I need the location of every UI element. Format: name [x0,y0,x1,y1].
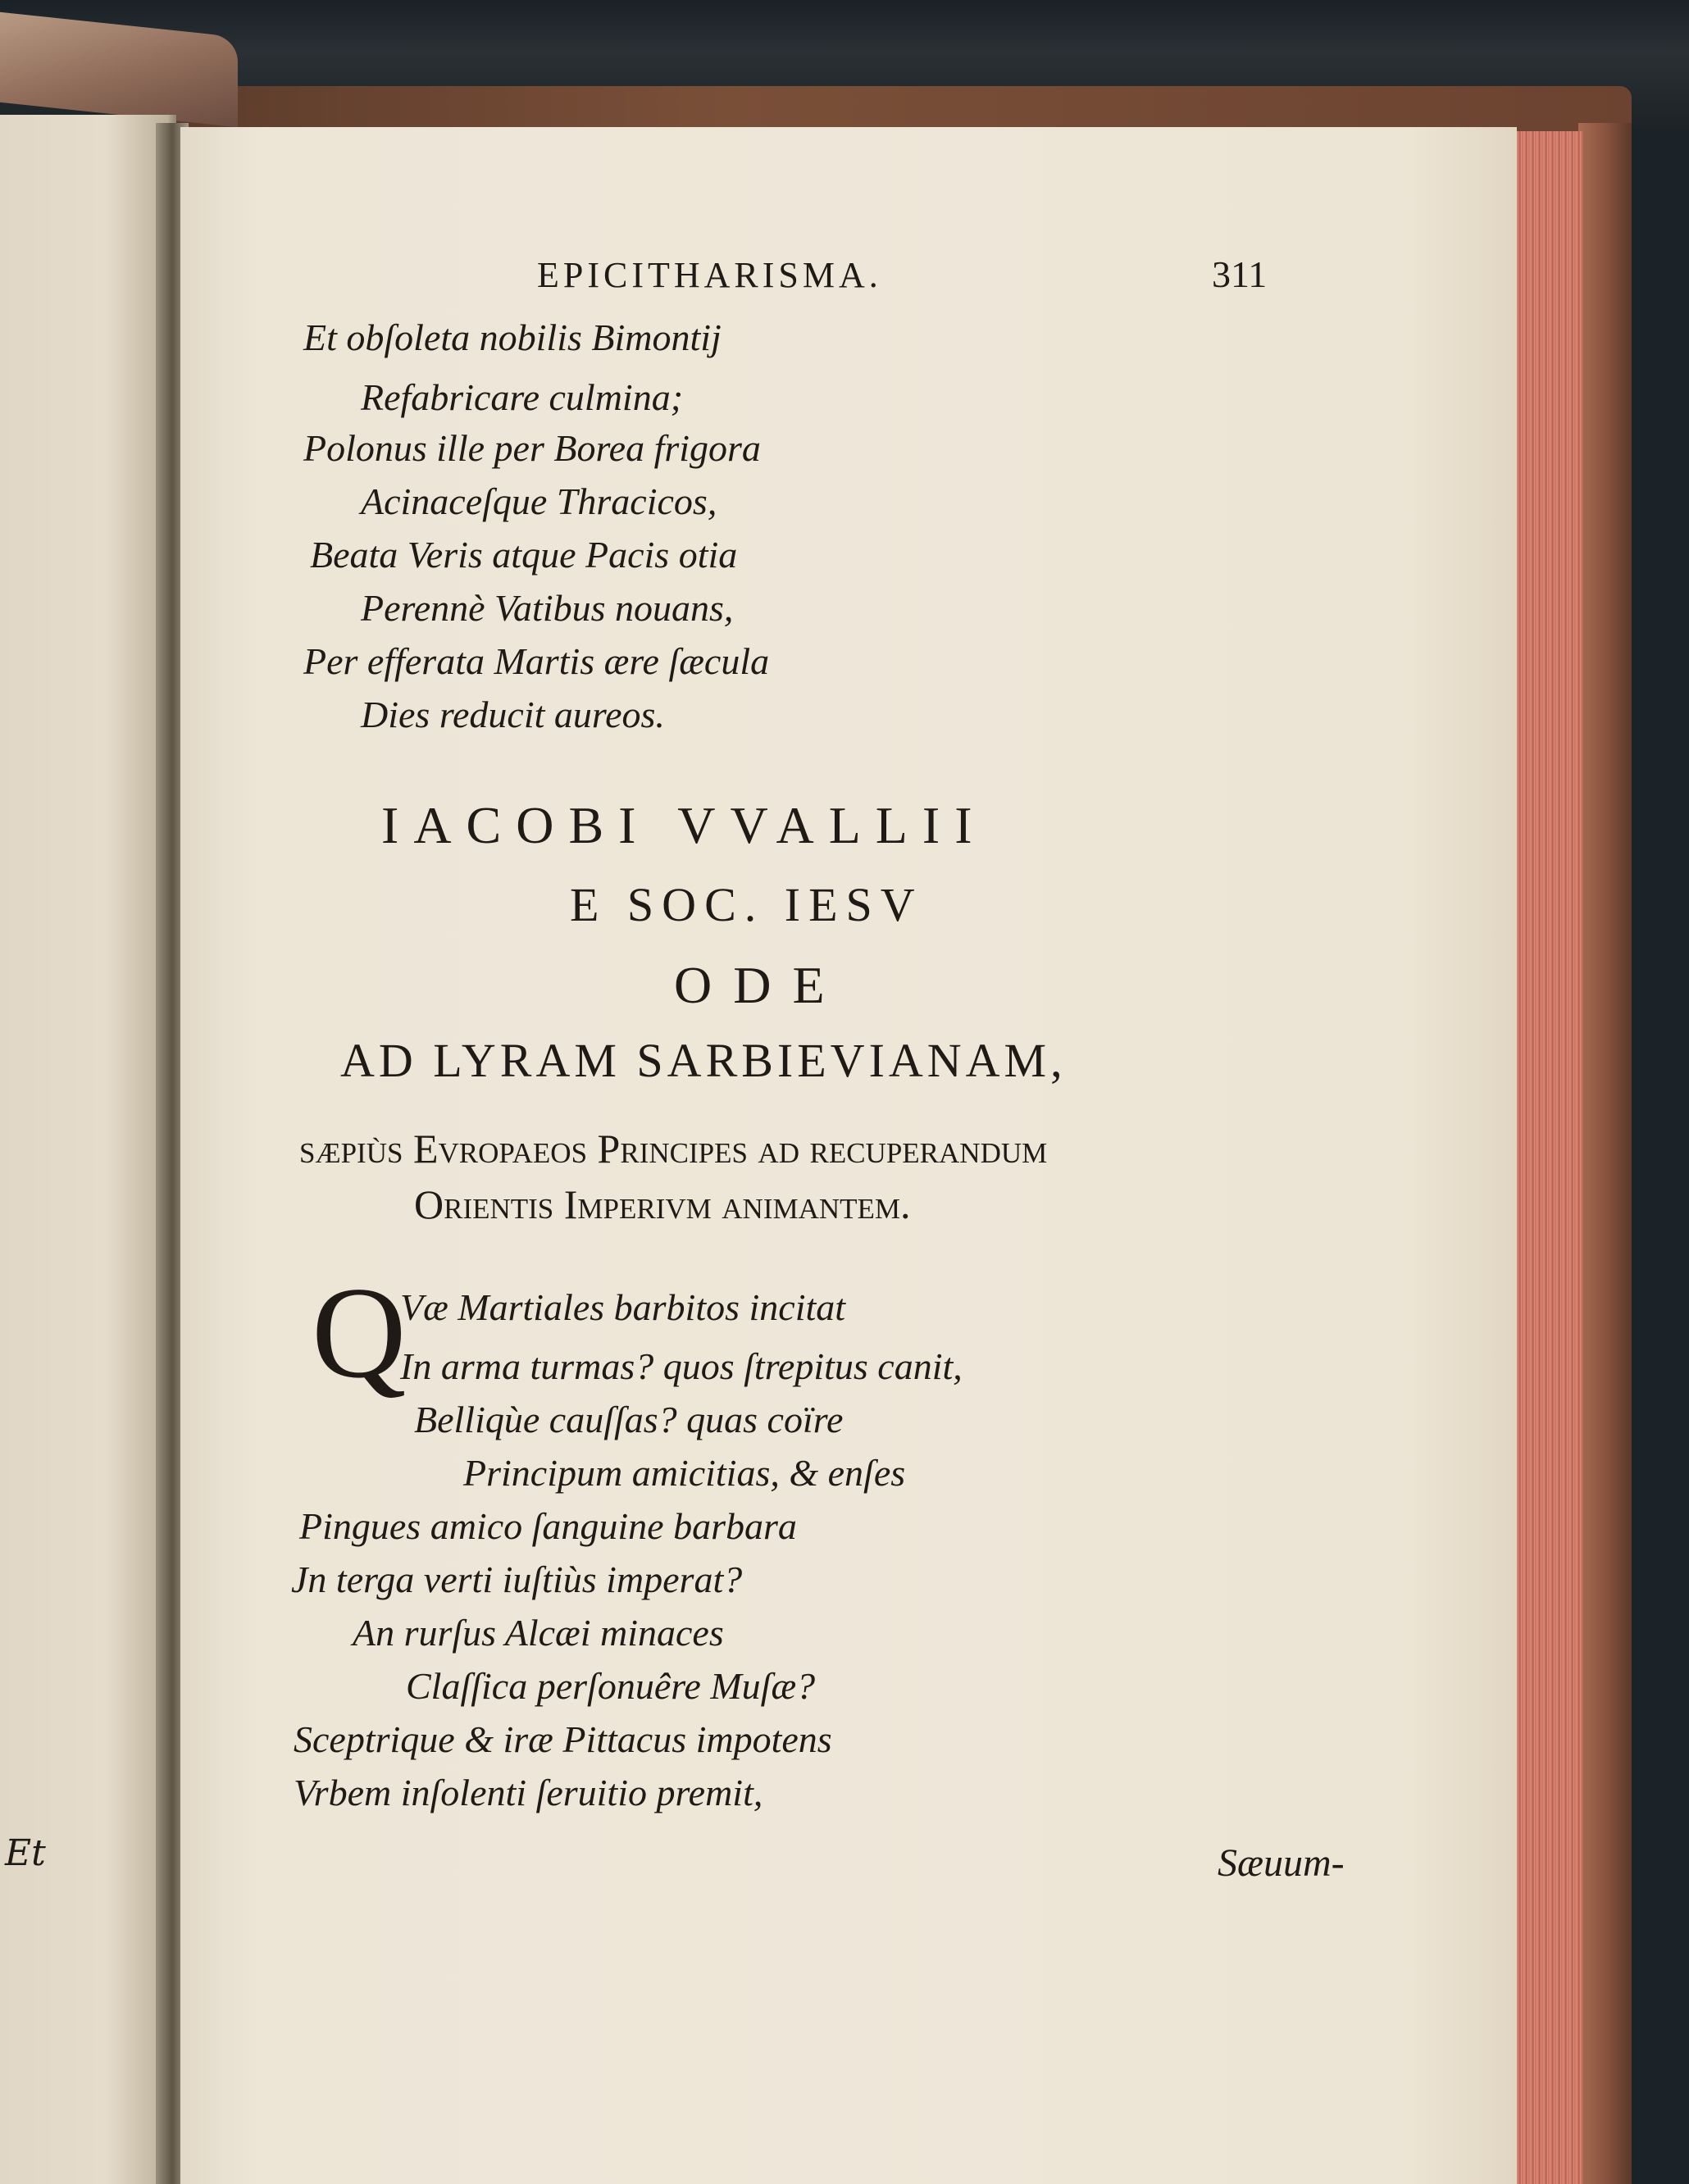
verse-line: Vrbem inſolenti ſeruitio premit, [294,1772,763,1813]
catchword: Sæuum- [1218,1841,1345,1885]
verse-line: In arma turmas? quos ſtrepitus canit, [400,1345,963,1387]
verse-line: Polonus ille per Borea frigora [303,427,761,469]
verse-line: Per efferata Martis ære ſæcula [303,640,770,682]
subtitle-line: Orientis Imperivm animantem. [414,1181,911,1227]
verse-line: Jn terga verti iuſtiùs imperat? [291,1558,743,1600]
fore-edge-board [1578,123,1632,2184]
title-dedication: AD LYRAM SARBIEVIANAM, [340,1034,1067,1087]
verse-line: Et obſoleta nobilis Bimontij [303,316,722,358]
title-ode: ODE [674,956,846,1014]
verse-line: Claſſica perſonuêre Muſæ? [406,1665,816,1707]
subtitle-line: ſæpiùs Evropaeos Principes ad recuperandum [299,1126,1048,1172]
page-number: 311 [1212,253,1268,295]
title-society: E SOC. IESV [570,878,923,931]
verse-line: Perennè Vatibus nouans, [361,587,734,629]
verse-line: Pingues amico ſanguine barbara [299,1505,797,1547]
verse-line: An rurſus Alcæi minaces [353,1612,724,1654]
verse-line: Sceptrique & iræ Pittacus impotens [294,1718,832,1760]
title-author: IACOBI VVALLII [381,796,987,854]
verse-line: Belliqùe cauſſas? quas coïre [414,1399,844,1440]
verse-line: Dies reducit aureos. [361,694,665,735]
verse-line: Refabricare culmina; [361,376,684,418]
verse-line: Beata Veris atque Pacis otia [310,534,738,576]
left-page-catchword: Et [5,1832,46,1874]
verse-line: Væ Martiales barbitos incitat [400,1286,846,1328]
verse-line: Acinaceſque Thracicos, [361,480,717,522]
fore-edge [1509,131,1582,2184]
drop-cap: Q [312,1259,407,1405]
verse-line: Principum amicitias, & enſes [463,1452,906,1494]
running-header: EPICITHARISMA. [537,255,882,295]
